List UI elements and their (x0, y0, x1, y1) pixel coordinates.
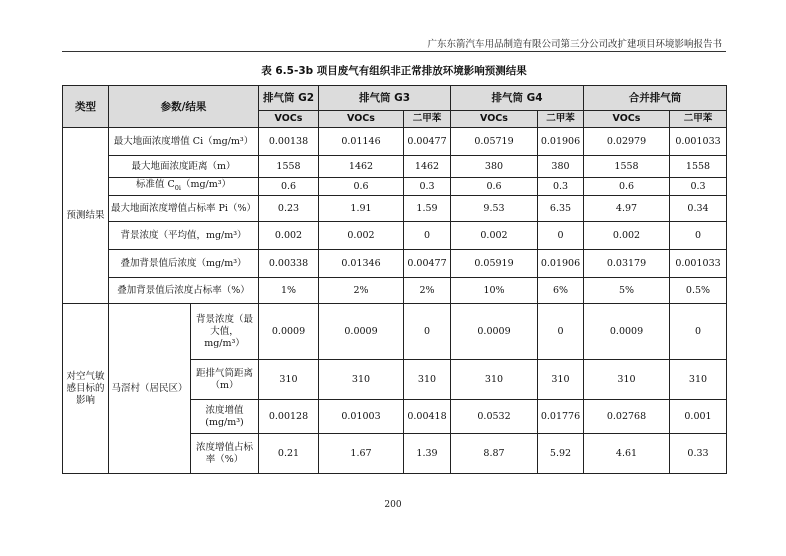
value-cell: 0.0009 (584, 304, 670, 360)
page-header: 广东东箭汽车用品制造有限公司第三分公司改扩建项目环境影响报告书 (427, 39, 722, 50)
value-cell: 0 (404, 222, 451, 250)
header-g4: 排气筒 G4 (451, 86, 584, 111)
value-cell: 0.00338 (259, 250, 319, 278)
value-cell: 1.91 (319, 196, 404, 222)
value-cell: 380 (538, 156, 584, 178)
header-g2-vocs: VOCs (259, 111, 319, 128)
value-cell: 0.00477 (404, 128, 451, 156)
value-cell: 6% (538, 278, 584, 304)
value-cell: 4.97 (584, 196, 670, 222)
value-cell: 0 (538, 304, 584, 360)
page-number: 200 (384, 500, 402, 510)
param-cell: 浓度增值 (mg/m³) (191, 400, 259, 434)
target-cell: 马滘村（居民区） (109, 304, 191, 474)
value-cell: 310 (451, 360, 538, 400)
value-cell: 0.01906 (538, 250, 584, 278)
header-g4-xylene: 二甲苯 (538, 111, 584, 128)
value-cell: 4.61 (584, 434, 670, 474)
value-cell: 0.01003 (319, 400, 404, 434)
value-cell: 1558 (259, 156, 319, 178)
value-cell: 310 (584, 360, 670, 400)
table-title: 表 6.5-3b 项目废气有组织非正常排放环境影响预测结果 (261, 65, 527, 77)
value-cell: 0.34 (670, 196, 727, 222)
value-cell: 0.3 (538, 178, 584, 196)
param-cell: 距排气筒距离（m） (191, 360, 259, 400)
header-type: 类型 (63, 86, 109, 128)
value-cell: 0.00138 (259, 128, 319, 156)
header-combined-xylene: 二甲苯 (670, 111, 727, 128)
header-rule (62, 51, 726, 52)
param-cell: 叠加背景值后浓度占标率（%） (109, 278, 259, 304)
header-row-1 (63, 86, 727, 111)
header-g3-xylene: 二甲苯 (404, 111, 451, 128)
value-cell: 310 (538, 360, 584, 400)
param-tail: （mg/m³） (180, 179, 232, 191)
value-cell: 310 (259, 360, 319, 400)
value-cell: 0.002 (451, 222, 538, 250)
table-row (63, 178, 727, 196)
value-cell: 1.39 (404, 434, 451, 474)
header-param: 参数/结果 (109, 86, 259, 128)
value-cell: 0.001 (670, 400, 727, 434)
value-cell: 5% (584, 278, 670, 304)
value-cell: 1462 (319, 156, 404, 178)
value-cell: 5.92 (538, 434, 584, 474)
value-cell: 0.002 (319, 222, 404, 250)
section-label-prediction: 预测结果 (63, 128, 109, 304)
table-row (63, 278, 727, 304)
header-g3-vocs: VOCs (319, 111, 404, 128)
value-cell: 0.001033 (670, 128, 727, 156)
value-cell: 0.3 (404, 178, 451, 196)
value-cell: 0.21 (259, 434, 319, 474)
value-cell: 0 (538, 222, 584, 250)
section-label-sensitive-targets: 对空气敏感目标的影响 (63, 304, 109, 474)
value-cell: 0.23 (259, 196, 319, 222)
results-table (62, 85, 727, 474)
value-cell: 1462 (404, 156, 451, 178)
table-row (63, 196, 727, 222)
header-combined: 合并排气筒 (584, 86, 727, 111)
value-cell: 310 (404, 360, 451, 400)
value-cell: 0.0009 (451, 304, 538, 360)
value-cell: 0.0009 (319, 304, 404, 360)
value-cell: 0.00418 (404, 400, 451, 434)
value-cell: 0.00477 (404, 250, 451, 278)
param-cell: 最大地面浓度增值 Ci（mg/m³） (109, 128, 259, 156)
value-cell: 0 (670, 222, 727, 250)
param-cell: 浓度增值占标率（%） (191, 434, 259, 474)
value-cell: 0.002 (584, 222, 670, 250)
param-cell: 叠加背景值后浓度（mg/m³） (109, 250, 259, 278)
value-cell: 0.0532 (451, 400, 538, 434)
header-combined-vocs: VOCs (584, 111, 670, 128)
value-cell: 0.6 (259, 178, 319, 196)
table-row (63, 222, 727, 250)
value-cell: 0.05919 (451, 250, 538, 278)
value-cell: 0.6 (319, 178, 404, 196)
table-row (63, 156, 727, 178)
value-cell: 0.02979 (584, 128, 670, 156)
value-cell: 0.01146 (319, 128, 404, 156)
param-cell: 背景浓度（最大值，mg/m³） (191, 304, 259, 360)
value-cell: 1% (259, 278, 319, 304)
table-row (63, 128, 727, 156)
value-cell: 0.6 (584, 178, 670, 196)
value-cell: 2% (404, 278, 451, 304)
value-cell: 0.0009 (259, 304, 319, 360)
value-cell: 0.00128 (259, 400, 319, 434)
value-cell: 310 (670, 360, 727, 400)
value-cell: 0.3 (670, 178, 727, 196)
value-cell: 0.33 (670, 434, 727, 474)
value-cell: 0.03179 (584, 250, 670, 278)
value-cell: 0 (670, 304, 727, 360)
param-subscript: 0i (174, 183, 181, 192)
value-cell: 8.87 (451, 434, 538, 474)
value-cell: 1.67 (319, 434, 404, 474)
header-g4-vocs: VOCs (451, 111, 538, 128)
value-cell: 0.5% (670, 278, 727, 304)
value-cell: 0.02768 (584, 400, 670, 434)
value-cell: 0.01776 (538, 400, 584, 434)
value-cell: 0.01346 (319, 250, 404, 278)
value-cell: 0 (404, 304, 451, 360)
value-cell: 1558 (670, 156, 727, 178)
header-g3: 排气筒 G3 (319, 86, 451, 111)
param-cell (109, 178, 259, 196)
value-cell: 6.35 (538, 196, 584, 222)
value-cell: 9.53 (451, 196, 538, 222)
value-cell: 2% (319, 278, 404, 304)
table-row (63, 250, 727, 278)
param-cell: 最大地面浓度增值占标率 Pi（%） (109, 196, 259, 222)
value-cell: 0.05719 (451, 128, 538, 156)
value-cell: 0.002 (259, 222, 319, 250)
value-cell: 310 (319, 360, 404, 400)
value-cell: 380 (451, 156, 538, 178)
param-main: 标准值 C (135, 179, 175, 191)
table-row (63, 304, 727, 360)
value-cell: 0.001033 (670, 250, 727, 278)
value-cell: 1558 (584, 156, 670, 178)
param-cell: 最大地面浓度距离（m） (109, 156, 259, 178)
header-g2: 排气筒 G2 (259, 86, 319, 111)
value-cell: 0.01906 (538, 128, 584, 156)
param-cell: 背景浓度（平均值，mg/m³） (109, 222, 259, 250)
value-cell: 1.59 (404, 196, 451, 222)
value-cell: 10% (451, 278, 538, 304)
value-cell: 0.6 (451, 178, 538, 196)
